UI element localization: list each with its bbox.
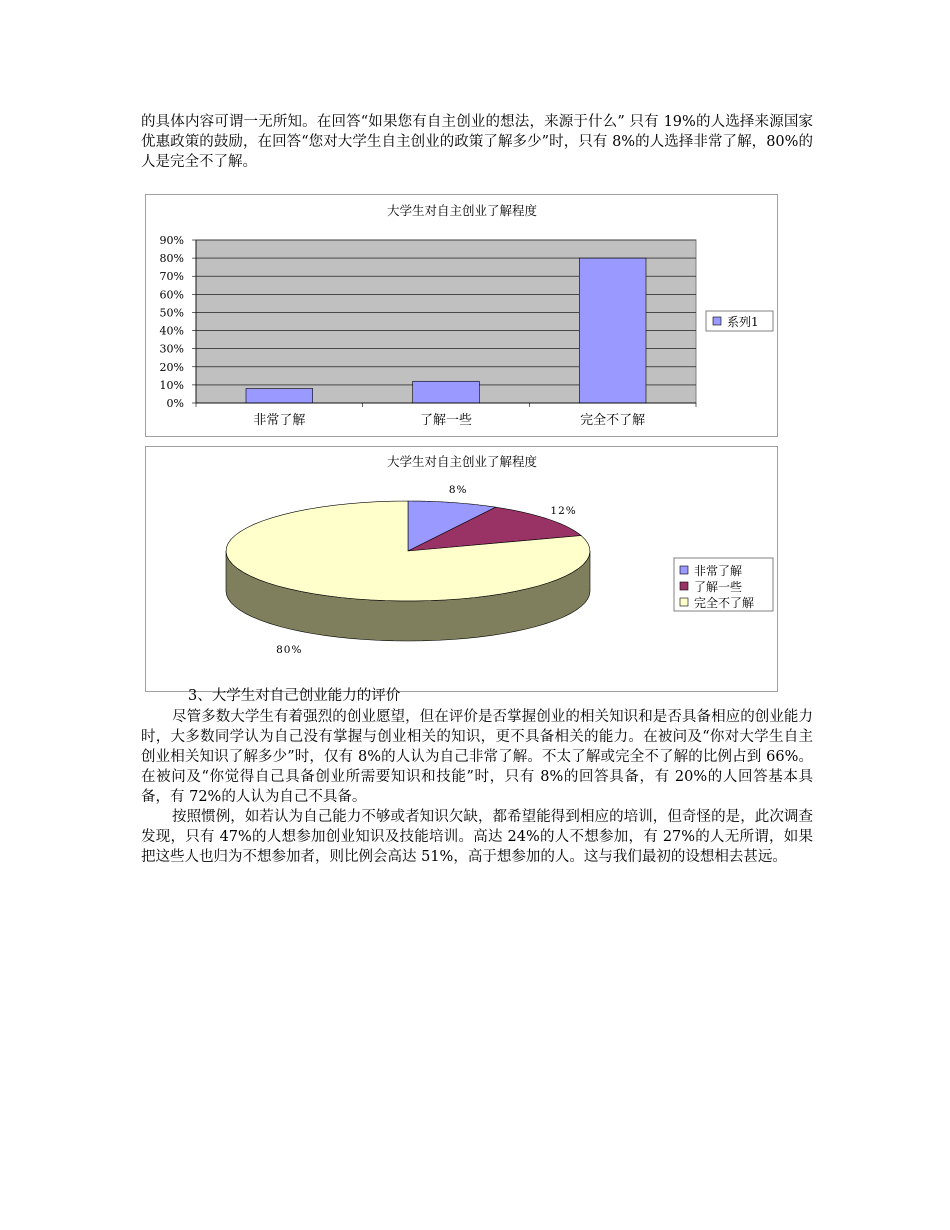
bar-y-tick-label: 70%	[159, 270, 184, 284]
bar-y-tick-label: 30%	[159, 342, 184, 356]
bar-y-tick-label: 0%	[166, 397, 184, 410]
bar-legend-label: 系列1	[727, 315, 759, 329]
bar-legend-swatch	[713, 317, 721, 325]
bar-y-tick-label: 80%	[159, 252, 184, 266]
bar-y-tick-label: 20%	[159, 360, 184, 374]
bar-chart-frame	[145, 194, 778, 437]
bar-legend	[706, 311, 773, 331]
pie-legend-swatch	[680, 582, 688, 590]
bar-chart-title: 大学生对自主创业了解程度	[386, 203, 538, 218]
bar-y-tick-label: 60%	[159, 288, 184, 302]
pie-legend-label: 非常了解	[694, 564, 743, 578]
pie-legend-swatch	[680, 566, 688, 574]
bar-x-tick-label: 了解一些	[419, 413, 473, 428]
bar-y-tick-label: 40%	[159, 324, 184, 338]
bar-chart	[146, 195, 777, 436]
bar-x-tick-label: 非常了解	[253, 413, 306, 428]
pie-chart-title: 大学生对自主创业了解程度	[386, 454, 538, 469]
pie-chart	[146, 447, 777, 691]
bar-mark	[579, 258, 646, 403]
pie-legend-label: 了解一些	[694, 580, 743, 594]
bar-y-axis	[160, 234, 196, 410]
pie-data-label: 8%	[448, 484, 468, 496]
pie-legend-swatch	[680, 598, 688, 606]
pie-legend-label: 完全不了解	[694, 596, 755, 610]
bar-y-tick-label: 50%	[159, 306, 184, 320]
pie-body	[226, 501, 590, 641]
pie-data-label: 12%	[550, 505, 577, 518]
pie-data-label: 80%	[276, 643, 303, 656]
bar-y-tick-label: 10%	[159, 378, 184, 392]
bar-mark	[246, 389, 313, 403]
pie-legend	[674, 558, 773, 611]
paragraph-3: 按照惯例，如若认为自己能力不够或者知识欠缺，都希望能得到相应的培训，但奇怪的是，此次调查发现，只有 47%的人想参加创业知识及技能培训。高达 24%的人不想参加，有 27%的人无所谓，如果把这些人也归为不想参加者，则比例会高达 51%，高于想参加的人。这与我们最初的设想相去甚远。	[141, 809, 813, 865]
bar-x-tick-label: 完全不了解	[580, 413, 646, 428]
pie-chart-frame	[145, 446, 778, 692]
bar-y-tick-label: 90%	[159, 234, 184, 247]
intro-paragraph: 的具体内容可谓一无所知。在回答“如果您有自主创业的想法，来源于什么” 只有 19%的人选择来源国家优惠政策的鼓励，在回答“您对大学生自主创业的政策了解多少”时，只有 8%的人选择非常了解，80%的人是完全不了解。	[141, 114, 813, 170]
paragraph-2: 尽管多数大学生有着强烈的创业愿望，但在评价是否掌握创业的相关知识和是否具备相应的创业能力时，大多数同学认为自己没有掌握与创业相关的知识，更不具备相关的能力。在被问及“你对大学生自主创业相关知识了解多少”时，仅有 8%的人认为自己非常了解。不太了解或完全不了解的比例占到 66%。在被问及“你觉得自己具备创业所需要知识和技能”时，只有 8%的回答具备，有 20%的人回答基本具备，有 72%的人认为自己不具备。	[141, 709, 813, 805]
bar-mark	[413, 381, 480, 403]
section-heading: 3、大学生对自己创业能力的评价	[188, 688, 401, 704]
bar-x-axis	[196, 403, 696, 428]
